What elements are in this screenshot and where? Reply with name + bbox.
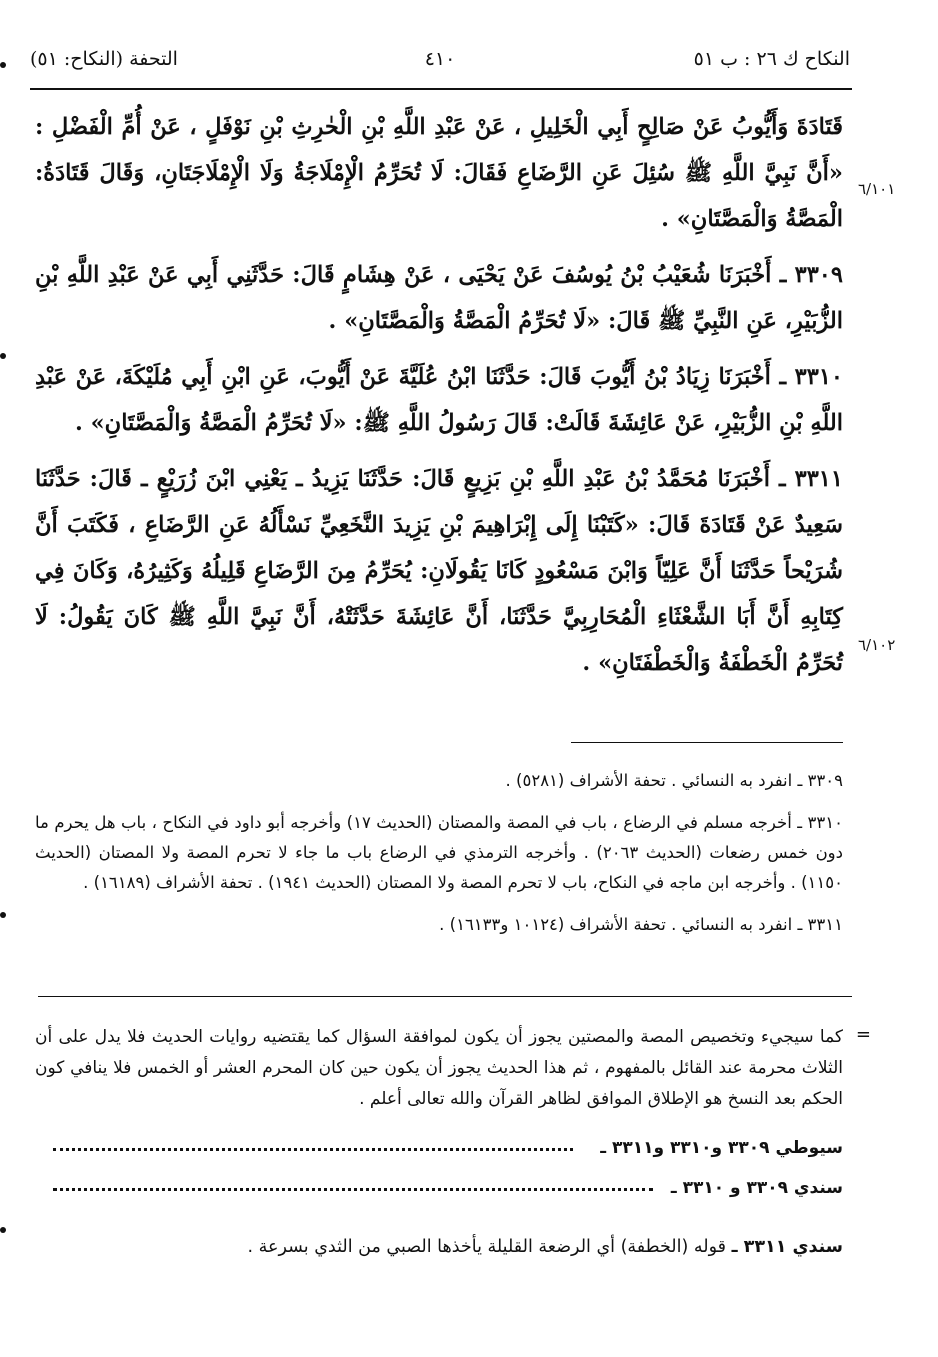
hadith-number: ٣٣١٠ ـ [779,364,843,390]
dotted-leader [53,1148,573,1151]
page-number: ٤١٠ [424,48,456,70]
sindi-reference [35,1178,843,1208]
suyuti-label: سيوطي ٣٣٠٩ و٣٣١٠ و٣٣١١ ـ [600,1138,843,1158]
hadith-number: ٣٣٠٩ ـ [779,262,843,288]
hadith-text-block [35,104,843,696]
suyuti-reference [35,1138,843,1168]
edge-mark [0,1227,6,1233]
commentary-text: كما سيجيء وتخصيص المصة والمصتين يجوز أن يكون لموافقة السؤال كما يقتضيه روايات الحديث فلا يدل على أن الثلاث محرمة عند القائل بالمفهوم ، ثم هذا الحديث يجوز أن يكون حين كان المحرم العشر أو الخمس فلا ينافي كون الحكم بعد النسخ هو الإطلاق الموافق لظاهر القرآن والله تعالى أعلم . [35,1027,843,1109]
edge-mark [0,353,6,359]
dotted-leader [53,1188,653,1191]
hadith-text: قَتَادَةَ وَأَيُّوبُ عَنْ صَالِحٍ أَبِي الْخَلِيلِ ، عَنْ عَبْدِ اللَّهِ بْنِ الْحٰرِثِ بْنِ نَوْفَلٍ ، عَنْ أُمِّ الْفَضْلِ : «أَنَّ نَبِيَّ اللَّهِ ﷺ سُئِلَ عَنِ الرَّضَاعِ فَقَالَ: لَا تُحَرِّمُ الْإِمْلَاجَةُ وَلَا الْإِمْلَاجَتَانِ، وَقَالَ قَتَادَةُ: الْمَصَّةُ وَالْمَصَّتَانِ» . [35,114,843,232]
commentary-divider [38,996,852,997]
footnote: ٣٣١٠ ـ أخرجه مسلم في الرضاع ، باب في المصة والمصتان (الحديث ١٧) وأخرجه أبو داود في النكاح ، باب هل يحرم ما دون خمس رضعات (الحديث ٢٠٦٣) . وأخرجه الترمذي في الرضاع باب ما جاء لا تحرم المصة ولا المصتان (الحديث ١١٥٠) . وأخرجه ابن ماجه في النكاح، باب لا تحرم المصة ولا المصتان (الحديث ١٩٤١) . تحفة الأشراف (١٦١٨٩) . [35,813,843,892]
hadith-text: أَخْبَرَنَا مُحَمَّدُ بْنُ عَبْدِ اللَّهِ بْنِ بَزِيعٍ قَالَ: حَدَّثَنَا يَزِيدُ ـ يَعْنِي ابْنَ زُرَيْعٍ ـ قَالَ: حَدَّثَنَا سَعِيدٌ عَنْ قَتَادَةَ قَالَ: «كَتَبْنَا إِلَى إِبْرَاهِيمَ بْنِ يَزِيدَ النَّخَعِيِّ نَسْأَلُهُ عَنِ الرَّضَاعِ ، فَكَتَبَ أَنَّ شُرَيْحاً حَدَّثَنَا أَنَّ عَلِيّاً وَابْنَ مَسْعُودٍ كَانَا يَقُولَانِ: يُحَرِّمُ مِنَ الرَّضَاعِ قَلِيلُهُ وَكَثِيرُهُ، وَكَانَ فِي كِتَابِهِ أَنَّ أَبَا الشَّعْثَاءِ الْمُحَارِبِيَّ حَدَّثَنَا، أَنَّ عَائِشَةَ حَدَّثَتْهُ، أَنَّ نَبِيَّ اللَّهِ ﷺ كَانَ يَقُولُ: لَا تُحَرِّمُ الْخَطْفَةُ وَالْخَطْفَتَانِ» . [35,466,843,676]
page-header [30,48,850,82]
continuation-marker: = [855,1024,871,1045]
hadith-text: أَخْبَرَنَا زِيَادُ بْنُ أَيُّوبَ قَالَ: حَدَّثَنَا ابْنُ عُلَيَّةَ عَنْ أَيُّوبَ، عَنِ ابْنِ أَبِي مُلَيْكَةَ، عَنْ عَبْدِ اللَّهِ بْنِ الزُّبَيْرِ، عَنْ عَائِشَةَ قَالَتْ: قَالَ رَسُولُ اللَّهِ ﷺ: «لَا تُحَرِّمُ الْمَصَّةُ وَالْمَصَّتَانِ» . [35,364,843,436]
margin-reference: ٦/١٠١ [858,180,896,198]
sindi-commentary-label: سندي ٣٣١١ ـ [731,1237,843,1257]
commentary-block [35,1022,871,1115]
edge-mark [0,62,6,68]
header-tuhfa-ref: التحفة (النكاح: ٥١) [30,48,178,70]
sindi-commentary [35,1232,843,1262]
hadith-paragraph [35,456,843,686]
hadith-paragraph [35,104,843,242]
hadith-paragraph [35,354,843,446]
edge-mark [0,912,6,918]
footnote: ٣٣١١ ـ انفرد به النسائي . تحفة الأشراف (١٠١٢٤ و١٦١٣٣) . [439,915,843,934]
hadith-text: أَخْبَرَنَا شُعَيْبُ بْنُ يُوسُفَ عَنْ يَحْيَى ، عَنْ هِشَامٍ قَالَ: حَدَّثَنِي أَبِي عَنْ عَبْدِ اللَّهِ بْنِ الزُّبَيْرِ، عَنِ النَّبِيِّ ﷺ قَالَ: «لَا تُحَرِّمُ الْمَصَّةُ وَالْمَصَّتَانِ» . [35,262,843,334]
footnote-divider [571,742,843,743]
footnotes [35,766,843,952]
margin-reference: ٦/١٠٢ [858,636,896,654]
sindi-label: سندي ٣٣٠٩ و ٣٣١٠ ـ [670,1178,843,1198]
hadith-number: ٣٣١١ ـ [779,466,843,492]
hadith-paragraph [35,252,843,344]
sindi-commentary-text: قوله (الخطفة) أي الرضعة القليلة يأخذها الصبي من الثدي بسرعة . [247,1237,727,1257]
footnote: ٣٣٠٩ ـ انفرد به النسائي . تحفة الأشراف (٥٢٨١) . [505,771,843,790]
header-divider [30,88,852,90]
header-chapter-ref: النكاح ك ٢٦ : ب ٥١ [693,48,850,70]
